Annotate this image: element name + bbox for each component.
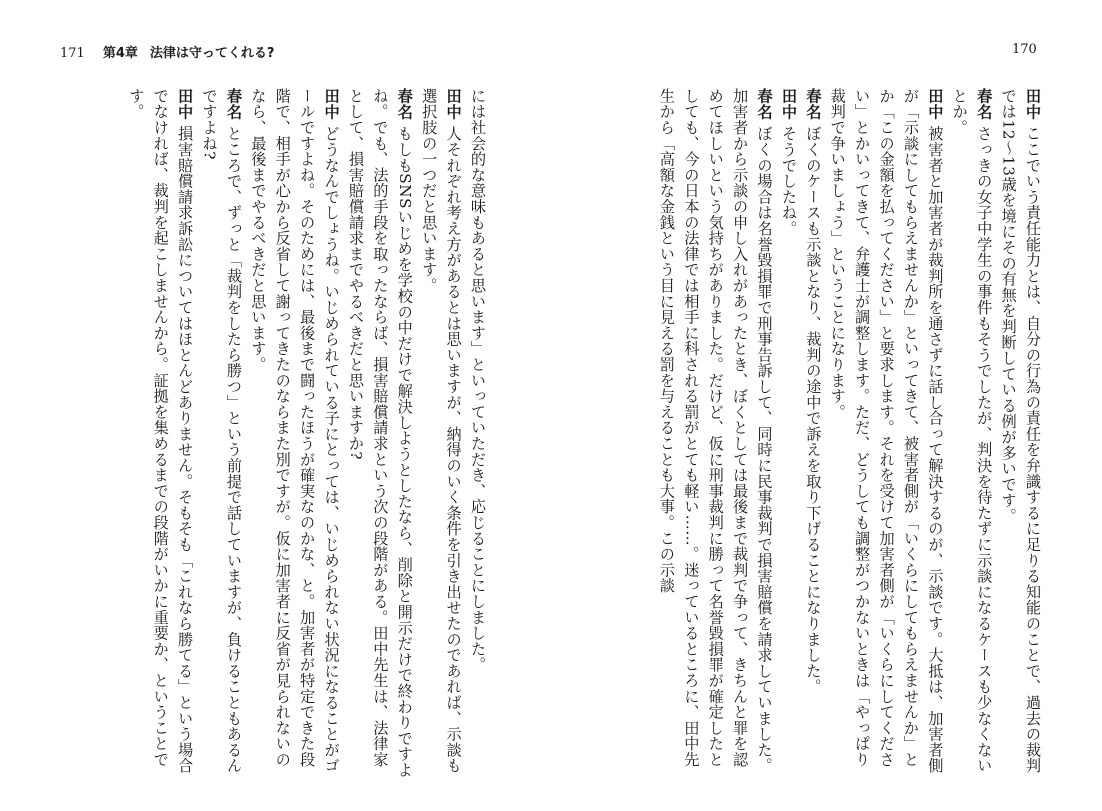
dialogue-line xyxy=(466,88,490,778)
left-page-number: 171 xyxy=(60,46,85,61)
speaker-label: 春名 xyxy=(395,88,414,121)
right-page-header xyxy=(1012,42,1037,57)
dialogue-text: ぼくの場合は名誉毀損罪で刑事告訴して、同時に民事裁判で損害賠償を請求していました。加害者から示談の申し入れがあったとき、ぼくとしては最後まで裁判で争って、きちんと罪を認めてほしいという気持ちがありました。だけど、仮に刑事裁判に勝って名誉毀損罪が確定したとしても、今の日本の法律では相手に科される罰がとても軽い……。迷っているところに、田中先生から「高額な金銭という目に見える罰を与えることも大事。この示談 xyxy=(657,88,774,774)
speaker-label: 田中 xyxy=(926,88,945,121)
right-page-number: 170 xyxy=(1012,42,1037,57)
speaker-label: 春名 xyxy=(804,88,823,121)
speaker-label: 春名 xyxy=(755,88,774,121)
chapter-title: 法律は守ってくれる? xyxy=(149,46,275,61)
dialogue-text: さっきの女子中学生の事件もそうでしたが、判決を待たずに示談になるケースも少なくないとか。 xyxy=(950,88,994,774)
dialogue-line xyxy=(246,88,344,778)
speaker-label: 春名 xyxy=(975,88,994,121)
dialogue-text: そうでしたね。 xyxy=(779,125,798,237)
dialogue-line xyxy=(344,88,417,778)
dialogue-line xyxy=(777,88,801,778)
speaker-label: 田中 xyxy=(176,88,195,121)
dialogue-text: 損害賠償請求訴訟についてはほとんどありません。そもそも「これなら勝てる」という場合でなければ、裁判を起こしませんから。証拠を集めるまでの段階がいかに重要か、ということです。 xyxy=(127,88,195,774)
chapter-label: 第4章 xyxy=(102,46,138,61)
dialogue-text: どうなんでしょうね。いじめられている子にとっては、いじめられない状況になることがゴールですよね。そのためには、最後まで闘ったほうが確実なのかな、と。加害者が特定できた段階で、相手が心から反省して謝ってきたのならまた別ですが。仮に加害者に反省が見られないのなら、最後までやるべきだと思います。 xyxy=(249,88,341,774)
dialogue-line xyxy=(801,88,825,778)
speaker-label: 田中 xyxy=(322,88,341,121)
dialogue-line xyxy=(417,88,466,778)
speaker-label: 田中 xyxy=(444,88,463,121)
page-171-body xyxy=(70,88,490,778)
dialogue-line xyxy=(655,88,777,778)
dialogue-text: もしもSNSいじめを学校の中だけで解決しようとしたなら、削除と開示だけで終わりですよね。でも、法的手段を取ったならば、損害賠償請求という次の段階がある。田中先生は、法律家として、損害賠償請求までやるべきだと思いますか? xyxy=(346,88,414,778)
dialogue-line xyxy=(197,88,246,778)
dialogue-line xyxy=(825,88,947,778)
dialogue-text: ところで、ずっと「裁判をしたら勝つ」という前提で話していますが、負けることもあるんですよね? xyxy=(200,88,243,774)
speaker-label: 田中 xyxy=(779,88,798,121)
dialogue-text: には社会的な意味もあると思います」といっていただき、応じることにしました。 xyxy=(469,88,487,673)
left-page-header xyxy=(60,42,274,61)
dialogue-text: ぼくのケースも示談となり、裁判の途中で訴えを取り下げることになりました。 xyxy=(804,125,823,695)
dialogue-text: 被害者と加害者が裁判所を通さずに話し合って解決するのが、示談です。大抵は、加害者側が「示談にしてもらえませんか」といってきて、被害者側が「いくらにしてもらえませんか」とか「この金額を払ってください」と要求します。それを受けて加害者側が「いくらにしてください」とかいってきて、弁護士が調整します。ただ、どうしても調整がつかないときは「やっぱり裁判で争いましょう」ということになります。 xyxy=(828,88,945,774)
dialogue-line xyxy=(947,88,996,778)
dialogue-line xyxy=(124,88,197,778)
speaker-label: 田中 xyxy=(1024,88,1042,121)
speaker-label: 春名 xyxy=(224,88,243,121)
page-170-body xyxy=(555,88,1045,778)
dialogue-text: ここでいう責任能力とは、自分の行為の責任を弁識するに足りる知能のことで、過去の裁判では12〜13歳を境にその有無を判断している例が多いです。 xyxy=(999,88,1042,774)
dialogue-line xyxy=(996,88,1045,778)
dialogue-text: 人それぞれ考え方があるとは思いますが、納得のいく条件を引き出せたのであれば、示談も選択肢の一つだと思います。 xyxy=(420,88,463,774)
